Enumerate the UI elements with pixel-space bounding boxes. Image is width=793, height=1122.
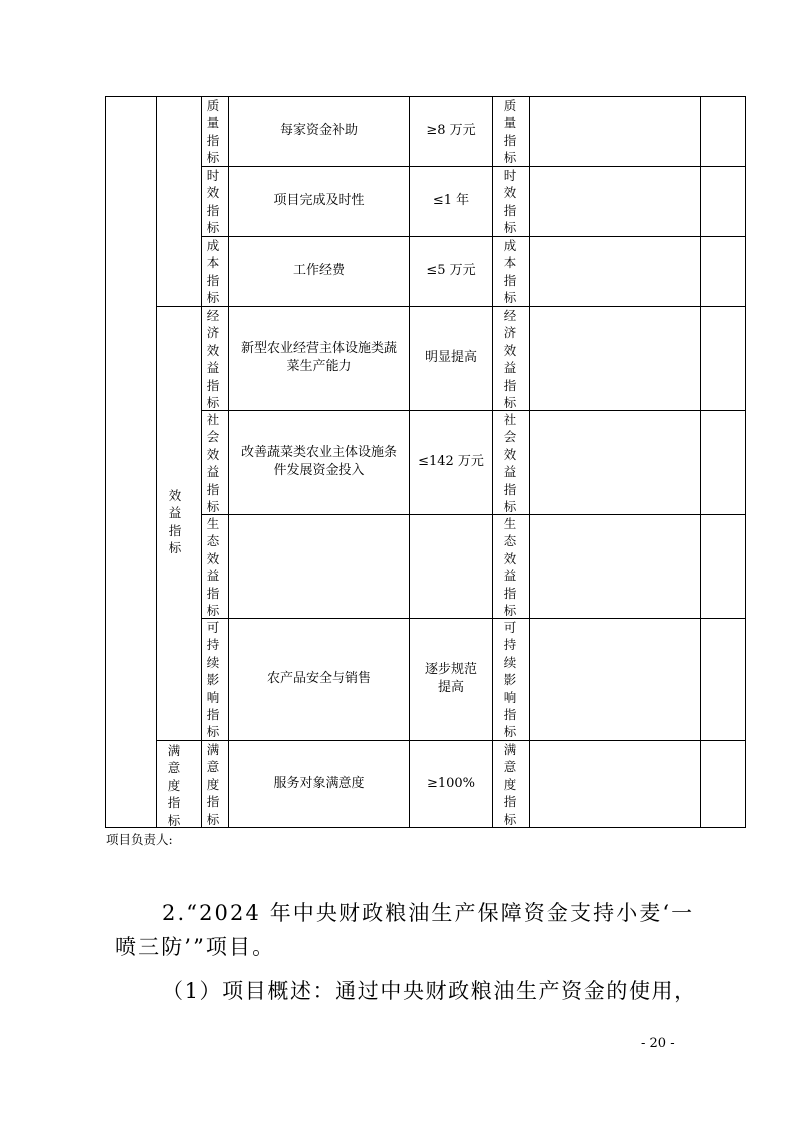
indicator-content: 改善蔬菜类农业主体设施条件发展资金投入	[240, 445, 397, 478]
sub-indicator-label: 时 效 指 标	[206, 168, 220, 236]
indicator-content: 服务对象满意度	[273, 776, 365, 791]
indicator-content: 每家资金补助	[279, 123, 358, 138]
indicator-repeat-label: 可 持 续 影 响 指 标	[503, 620, 517, 740]
indicator-value: ≤1 年	[432, 193, 470, 208]
row-divider	[156, 740, 746, 741]
sub-indicator-label: 经 济 效 益 指 标	[206, 308, 220, 411]
col-divider	[529, 96, 530, 828]
row-divider	[201, 410, 746, 411]
group-label-effect: 效 益 指 标	[168, 488, 182, 556]
indicator-content: 工作经费	[292, 263, 345, 278]
indicator-repeat-label: 生 态 效 益 指 标	[503, 516, 517, 619]
indicator-repeat-label: 满 意 度 指 标	[503, 742, 517, 827]
indicator-value: ≥8 万元	[426, 123, 476, 138]
indicator-content: 农产品安全与销售	[266, 671, 371, 686]
sub-indicator-label: 可 持 续 影 响 指 标	[206, 620, 220, 740]
row-divider	[201, 236, 746, 237]
indicator-repeat-label: 质 量 指 标	[503, 98, 517, 166]
sub-indicator-label: 满 意 度 指 标	[206, 742, 220, 827]
col-divider	[105, 96, 106, 828]
section-heading-line2: 喷三防’”项目。	[115, 935, 276, 959]
indicator-value: 逐步规范提高	[424, 662, 477, 695]
col-divider	[156, 96, 157, 828]
sub-indicator-label: 成 本 指 标	[206, 238, 220, 306]
col-divider	[700, 96, 701, 828]
indicator-content: 项目完成及时性	[273, 193, 365, 208]
indicator-value: ≤5 万元	[426, 263, 476, 278]
sub-indicator-label: 质 量 指 标	[206, 98, 220, 166]
row-divider	[201, 166, 746, 167]
page-number: - 20 -	[641, 1036, 675, 1051]
project-lead-label: 项目负责人:	[106, 832, 173, 847]
section-heading-line1: 2.“2024 年中央财政粮油生产保障资金支持小麦‘一	[162, 901, 695, 925]
col-divider	[745, 96, 746, 828]
indicator-value: 明显提高	[424, 350, 477, 365]
indicator-content: 新型农业经营主体设施类蔬菜生产能力	[240, 341, 397, 374]
indicator-value: ≤142 万元	[418, 454, 484, 469]
indicator-repeat-label: 成 本 指 标	[503, 238, 517, 306]
indicator-value: ≥100%	[426, 776, 476, 791]
row-divider	[201, 618, 746, 619]
sub-indicator-label: 生 态 效 益 指 标	[206, 516, 220, 619]
group-label-satisfaction: 满 意 度 指 标	[167, 743, 181, 828]
col-divider	[201, 96, 202, 828]
overview-line: （1）项目概述：通过中央财政粮油生产资金的使用，	[162, 979, 697, 1003]
col-divider	[228, 96, 229, 828]
indicator-repeat-label: 经 济 效 益 指 标	[503, 308, 517, 411]
row-divider	[156, 306, 746, 307]
indicator-repeat-label: 社 会 效 益 指 标	[503, 412, 517, 515]
indicator-repeat-label: 时 效 指 标	[503, 168, 517, 236]
col-divider	[492, 96, 493, 828]
row-divider	[201, 514, 746, 515]
sub-indicator-label: 社 会 效 益 指 标	[206, 412, 220, 515]
